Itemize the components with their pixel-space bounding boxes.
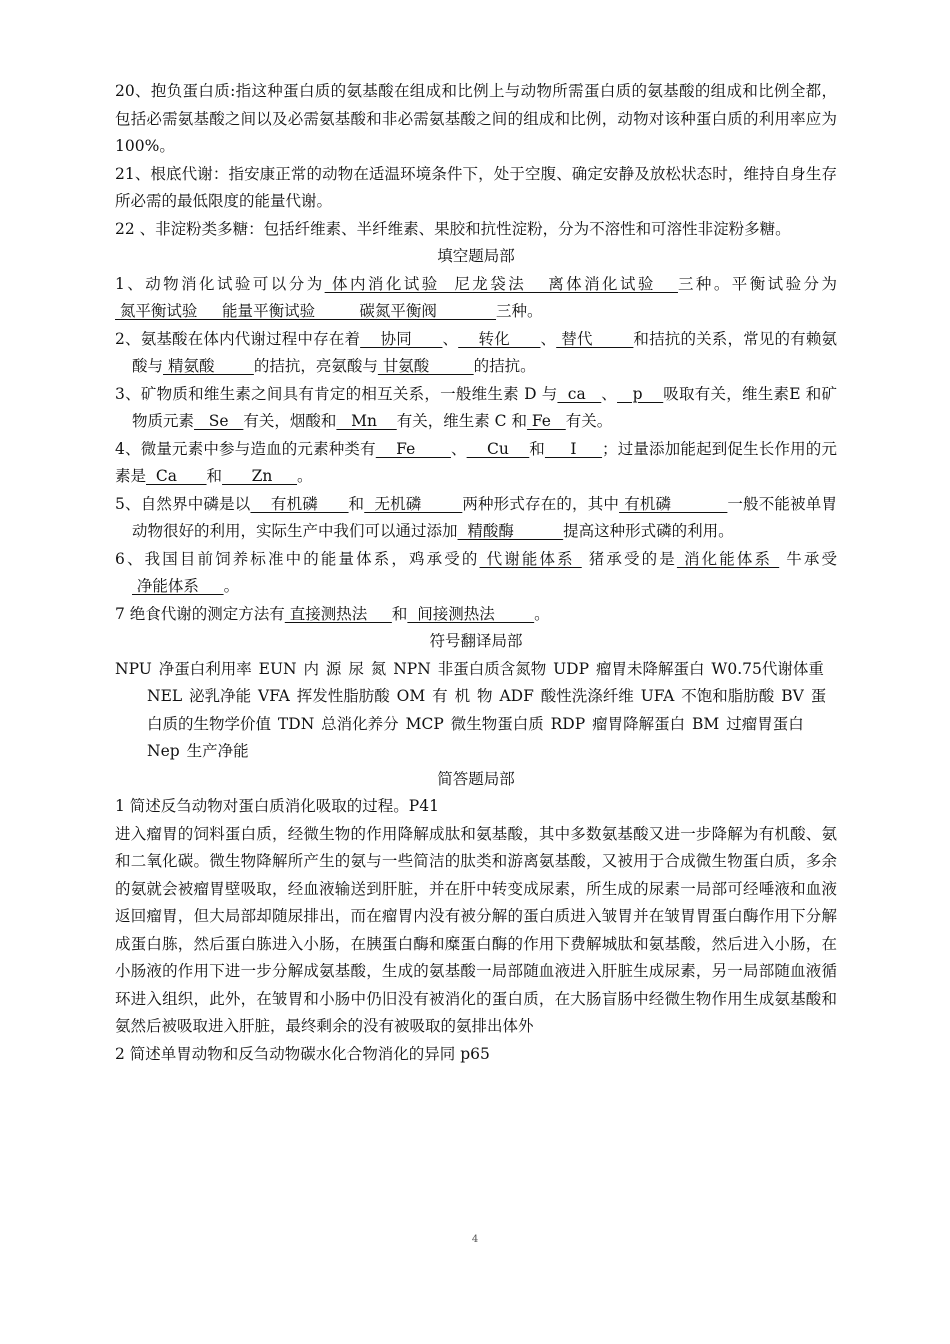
answer-blank: 间接测热法 (407, 604, 535, 623)
question-text: 有关。 (565, 412, 613, 430)
definition-20: 20、抱负蛋白质:指这种蛋白质的氨基酸在组成和比例上与动物所需蛋白质的氨基酸的组成和比例全都，包括必需氨基酸之间以及必需氨基酸和非必需氨基酸之间的组成和比例，动物对该种蛋白质的利用率应为 100%。 (115, 82, 837, 155)
symbol-translations (115, 656, 837, 766)
question-text: 3、矿物质和维生素之间具有肯定的相互关系，一般维生素 D 与 (115, 384, 558, 403)
fill-question-7 (115, 601, 837, 629)
fill-question-6 (115, 546, 837, 601)
question-text: 。 (297, 467, 313, 485)
answer-blank: I (544, 439, 603, 458)
page-number: 4 (471, 1234, 479, 1245)
question-text: 和 (206, 467, 223, 485)
definition-21: 21、根底代谢：指安康正常的动物在适温环境条件下，处于空腹、确定安静及放松状态时，维持自身生存所必需的最低限度的能量代谢。 (115, 164, 837, 210)
answer-blank: 体内消化试验 尼龙袋法 离体消化试验 (324, 274, 678, 293)
symbol-line: RDP 瘤胃降解蛋白 BM 过瘤胃蛋白 Nep 生产净能 (147, 714, 804, 760)
answer-blank: 精酸酶 (457, 522, 564, 540)
question-text: 5、自然界中磷是以 (115, 494, 251, 513)
symbol-line: NPU 净蛋白利用率 EUN 内 源 尿 氮 NPN 非蛋白质含氮物 UDP 瘤胃未降解蛋白 (115, 659, 705, 678)
answer-blank: 净能体系 (132, 577, 224, 595)
answer-blank: 无机磷 (364, 494, 463, 513)
question-text: 和 (391, 604, 408, 623)
answer-blank: Zn (222, 467, 298, 485)
question-text: 和拮抗的关系，常见的有赖氨酸与 (132, 329, 837, 375)
question-text: 一般不能被单胃动物很好的利用，实际生产中我们可以通过添加 (132, 494, 837, 540)
question-text: 6、我国目前饲养标准中的能量体系，鸡承受的 (115, 549, 480, 568)
answer-blank: Cu (466, 439, 530, 458)
question-text: 有关，烟酸和 (243, 412, 337, 430)
question-text: 三种。平衡试验分为 (677, 274, 837, 293)
symbol-line: UFA 不饱和脂肪酸 BV 蛋白质的生物学价值 TDN 总消化养分 MCP 微生物蛋白质 (147, 687, 827, 733)
page-content (115, 78, 837, 1068)
answer-blank: Ca (146, 467, 207, 485)
question-text: 、 (450, 439, 467, 458)
question-text: 提高这种形式磷的利用。 (563, 522, 734, 540)
answer-blank: 协同 (360, 329, 443, 348)
question-text: 有关，维生素 C 和 (396, 412, 527, 430)
question-text: 、 (601, 384, 618, 403)
short-question-2-title: 2 简述单胃动物和反刍动物碳水化合物消化的异同 p65 (115, 1044, 490, 1063)
short-question-1-answer: 进入瘤胃的饲料蛋白质，经微生物的作用降解成肽和氨基酸，其中多数氨基酸又进一步降解为有机酸、氨和二氧化碳。微生物降解所产生的氨与一些简洁的肽类和游离氨基酸，又被用于合成微生物蛋白质，多余的氨就会被瘤胃壁吸取，经血液输送到肝脏，并在肝中转变成尿素，所生成的尿素一局部可经唾液和血液返回瘤胃，但大局部却随尿排出，而在瘤胃内没有被分解的蛋白质进入皱胃并在皱胃胃蛋白酶作用下分解成蛋白胨，然后蛋白胨进入小肠，在胰蛋白酶和糜蛋白酶的作用下费解城肽和氨基酸，然后进入小肠，在小肠液的作用下进一步分解成氨基酸，生成的氨基酸一局部随血液进入肝脏生成尿素，另一局部随血液循环进入组织，此外，在皱胃和小肠中仍旧没有被消化的蛋白质，在大肠盲肠中经微生物作用生成氨基酸和氨然后被吸取进入肝脏，最终剩余的没有被吸取的氨排出体外 (115, 824, 837, 1035)
fill-question-4 (115, 436, 837, 491)
question-text: 2、氨基酸在体内代谢过程中存在着 (115, 329, 361, 348)
answer-blank: 转化 (458, 329, 541, 348)
question-text: 和 (529, 439, 545, 458)
answer-blank: 有机磷 (250, 494, 349, 513)
answer-blank: 精氨酸 (163, 357, 254, 375)
question-text: ；过量添加能起到促生长作用的元素是 (115, 439, 837, 485)
fill-question-2 (115, 326, 837, 381)
fill-question-3 (115, 381, 837, 436)
question-text: 猪承受的是 (581, 549, 677, 568)
answer-blank: Mn (336, 412, 397, 430)
question-text: 。 (223, 577, 240, 595)
fill-question-5 (115, 491, 837, 546)
answer-blank: 氮平衡试验 能量平衡试验 碳氮平衡阀 (115, 302, 497, 320)
answer-blank: Fe (375, 439, 451, 458)
short-question-1-title: 1 简述反刍动物对蛋白质消化吸取的过程。P41 (115, 797, 439, 815)
question-text: 7 绝食代谢的测定方法有 (115, 604, 285, 623)
symbol-section-heading: 符号翻译局部 (429, 632, 523, 650)
question-text: 、 (442, 329, 459, 348)
answer-blank: 直接测热法 (284, 604, 392, 623)
question-text: 4、微量元素中参与造血的元素种类有 (115, 439, 376, 458)
question-text: 两种形式存在的，其中 (462, 494, 620, 513)
question-text: 的拮抗，亮氨酸与 (253, 357, 378, 375)
answer-blank: Fe (526, 412, 566, 430)
answer-blank: 代谢能体系 (479, 549, 582, 568)
answer-blank: Se (194, 412, 244, 430)
short-answer-section-heading: 简答题局部 (437, 769, 515, 788)
answer-blank: 消化能体系 (676, 549, 780, 568)
question-text: 1、动物消化试验可以分为 (115, 274, 325, 293)
answer-blank: 甘氨酸 (377, 357, 474, 375)
question-text: 吸取有关，维生素E 和矿物质元素 (132, 384, 837, 430)
answer-blank: 替代 (556, 329, 634, 348)
answer-blank: p (617, 384, 664, 403)
question-text: 、 (540, 329, 557, 348)
question-text: 。 (534, 604, 550, 623)
question-text: 三种。 (496, 302, 543, 320)
symbol-line: W0.75代谢体重 NEL 泌乳净能 VFA 挥发性脂肪酸 OM 有 机 物 ADF 酸性洗涤纤维 (147, 659, 824, 705)
definition-22: 22 、非淀粉类多糖：包括纤维素、半纤维素、果胶和抗性淀粉，分为不溶性和可溶性非淀粉多糖。 (115, 219, 791, 238)
fill-question-1 (115, 271, 837, 326)
answer-blank: ca (557, 384, 602, 403)
question-text: 和 (348, 494, 365, 513)
fill-in-section-heading: 填空题局部 (437, 247, 515, 265)
question-text: 牛承受 (779, 549, 837, 568)
answer-blank: 有机磷 (619, 494, 728, 513)
question-text: 的拮抗。 (473, 357, 536, 375)
